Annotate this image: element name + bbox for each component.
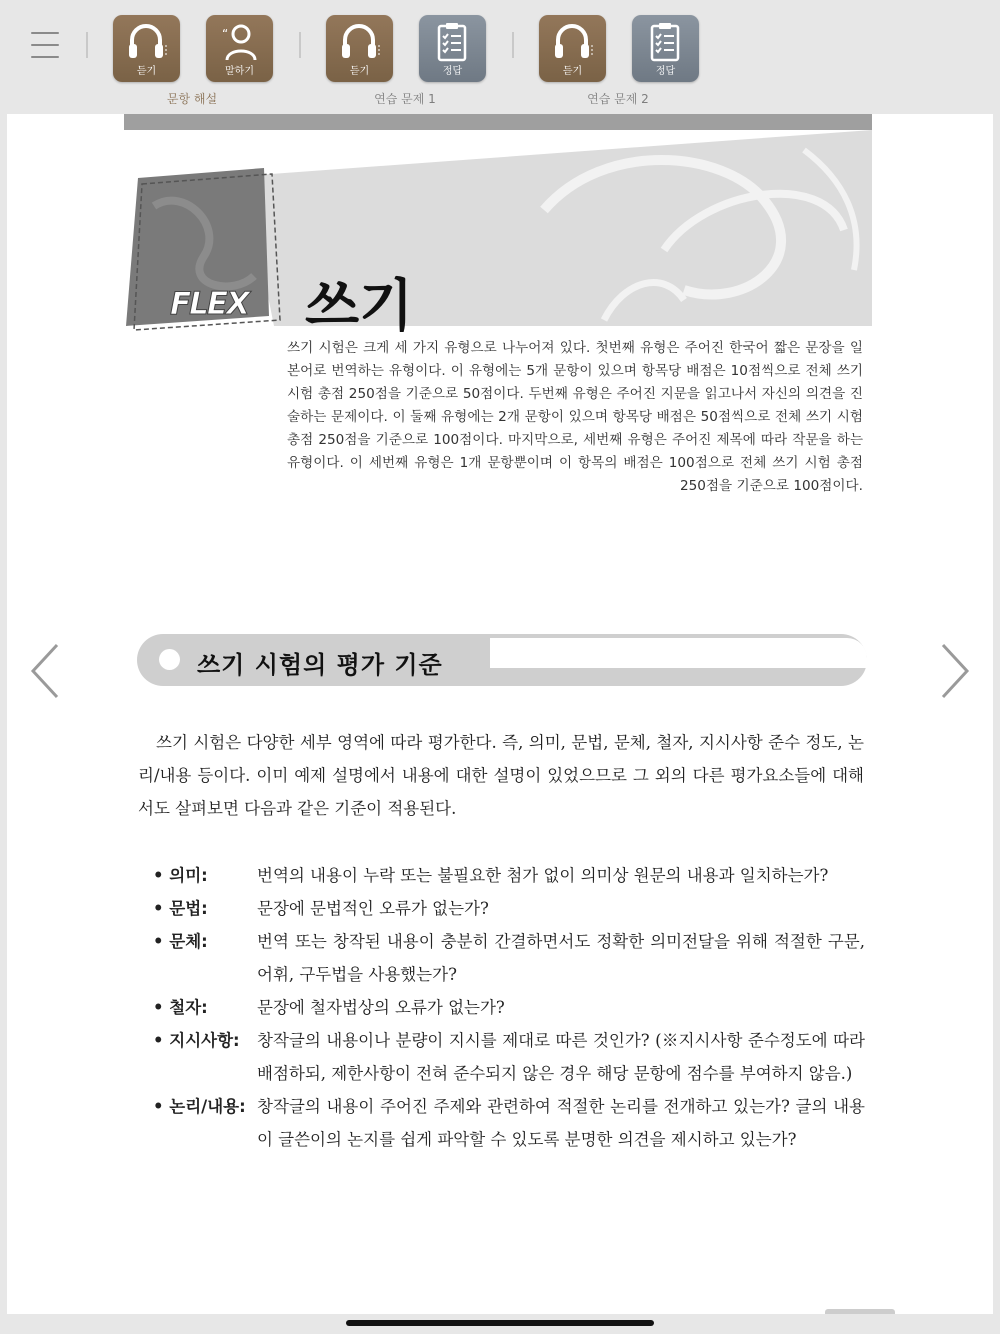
chevron-left-icon[interactable]: [30, 643, 60, 699]
toolbar: [0, 0, 1000, 114]
home-indicator[interactable]: [346, 1320, 654, 1326]
speaking-person-icon: [219, 22, 261, 62]
headphones-icon: [552, 22, 594, 62]
criteria-desc: 문장에 철자법상의 오류가 없는가?: [257, 998, 505, 1017]
criteria-desc: 창작글의 내용이나 분량이 지시를 제대로 따른 것인가? (※지시사항 준수정도에 따라 배점하되, 제한사항이 전혀 준수되지 않은 경우 해당 문항에 점수를 부여하지 않음.): [257, 1031, 865, 1083]
section-bullet-icon: [159, 649, 180, 670]
section-title: 쓰기 시험의 평가 기준: [197, 651, 443, 679]
button-label: 듣기: [349, 66, 370, 77]
banner-top-bar: [124, 114, 872, 130]
criteria-term: • 문법:: [153, 899, 208, 918]
toolbar-divider: [299, 32, 301, 58]
menu-icon[interactable]: [31, 30, 59, 60]
headphones-icon: [339, 22, 381, 62]
criteria-term: • 의미:: [153, 866, 208, 885]
svg-text:“: “: [222, 27, 229, 41]
practice1-listen-button[interactable]: [326, 15, 393, 82]
chevron-right-icon[interactable]: [940, 643, 970, 699]
criteria-desc: 창작글의 내용이 주어진 주제와 관련하여 적절한 논리를 전개하고 있는가? 글의 내용이 글쓴이의 논지를 쉽게 파악할 수 있도록 분명한 의견을 제시하고 있는가?: [257, 1097, 865, 1149]
criteria-term: • 지시사항:: [153, 1031, 240, 1050]
practice2-answer-button[interactable]: [632, 15, 699, 82]
clipboard-checklist-icon: [432, 22, 474, 62]
button-label: 정답: [655, 66, 676, 77]
practice2-listen-button[interactable]: [539, 15, 606, 82]
clipboard-checklist-icon: [645, 22, 687, 62]
toolbar-divider: [86, 32, 88, 58]
group-label-explanation: 문항 해설: [166, 92, 218, 106]
explanation-listen-button[interactable]: [113, 15, 180, 82]
criteria-item: [153, 892, 865, 925]
intro-paragraph: 쓰기 시험은 크게 세 가지 유형으로 나누어져 있다. 첫번째 유형은 주어진 한국어 짧은 문장을 일본어로 번역하는 유형이다. 이 유형에는 5개 문항이 있으며 항목당 배점은 10점씩으로 전체 쓰기 시험 총점 250점을 기준으로 50점이다. 두번째 유형은 주어진 지문을 읽고나서 자신의 의견을 진술하는 문제이다. 이 둘째 유형에는 2개 문항이 있으며 항목당 배점은 50점씩으로 전체 쓰기 시험 총점 250점을 기준으로 100점이다. 마지막으로, 세번째 유형은 주어진 제목에 따라 작문을 하는 유형이다. 이 세번째 유형은 1개 문항뿐이며 이 항목의 배점은 100점으로 전체 쓰기 시험 총점 250점을 기준으로 100점이다.: [287, 340, 863, 494]
criteria-list: [153, 859, 865, 1156]
criteria-desc: 번역 또는 창작된 내용이 충분히 간결하면서도 정확한 의미전달을 위해 적절한 구문, 어휘, 구두법을 사용했는가?: [257, 932, 865, 984]
criteria-item: [153, 925, 865, 991]
criteria-term: • 철자:: [153, 998, 208, 1017]
section-paragraph: 쓰기 시험은 다양한 세부 영역에 따라 평가한다. 즉, 의미, 문법, 문체, 철자, 지시사항 준수 정도, 논리/내용 등이다. 이미 예제 설명에서 내용에 대한 설명이 있었으므로 그 외의 다른 평가요소들에 대해서도 살펴보면 다음과 같은 기준이 적용된다.: [138, 733, 864, 818]
button-label: 말하기: [225, 66, 254, 77]
group-label-practice-2: 연습 문제 2: [587, 92, 649, 106]
criteria-desc: 번역의 내용이 누락 또는 불필요한 첨가 없이 의미상 원문의 내용과 일치하는가?: [257, 866, 829, 885]
toolbar-divider: [512, 32, 514, 58]
button-label: 정답: [442, 66, 463, 77]
page-scroll-tab[interactable]: [825, 1309, 895, 1314]
criteria-desc: 문장에 문법적인 오류가 없는가?: [257, 899, 489, 918]
page-title: 쓰기: [305, 274, 414, 339]
group-label-practice-1: 연습 문제 1: [374, 92, 436, 106]
practice1-answer-button[interactable]: [419, 15, 486, 82]
button-label: 듣기: [136, 66, 157, 77]
button-label: 듣기: [562, 66, 583, 77]
criteria-item: [153, 1090, 865, 1156]
criteria-term: • 논리/내용:: [153, 1097, 246, 1116]
headphones-icon: [126, 22, 168, 62]
criteria-item: [153, 1024, 865, 1090]
flex-logo: FLEX: [170, 286, 249, 322]
criteria-term: • 문체:: [153, 932, 208, 951]
criteria-item: [153, 859, 865, 892]
explanation-speak-button[interactable]: [206, 15, 273, 82]
book-page[interactable]: [7, 114, 993, 1314]
criteria-item: [153, 991, 865, 1024]
